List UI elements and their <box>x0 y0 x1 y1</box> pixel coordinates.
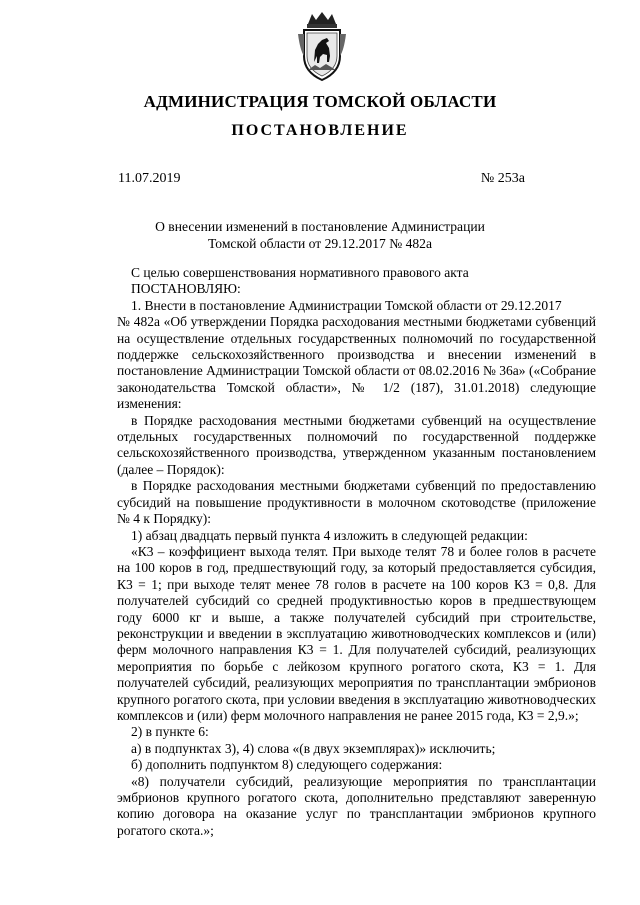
paragraph: «К3 – коэффициент выхода телят. При выходе телят 78 и более голов в расчете на 100 коров в год, предшествующий году, за который предоставляется субсидия, К3 = 1; при выходе телят менее 78 голов в расчете на 100 коров К3 = 0,8. Для получателей субсидий со средней продуктивностью коров в предшествующем году 6000 кг и выше, а также получателей субсидий при строительстве, реконструкции и введении в эксплуатацию животноводческих комплексов и (или) ферм молочного направления К3 = 1. Для получателей субсидий, реализующих мероприятия по борьбе с лейкозом крупного рогатого скота, К3 = 1. Для получателей субсидий, реализующих мероприятия по трансплантации эмбрионов крупного рогатого скота, при условии введения в эксплуатацию животноводческих комплексов и (или) ферм молочного направления не ранее 2015 года, К3 = 2,9.»; <box>117 543 596 723</box>
heading-line: Томской области от 29.12.2017 № 482а <box>208 236 432 251</box>
paragraph: 1) абзац двадцать первый пункта 4 изложить в следующей редакции: <box>131 527 528 543</box>
paragraph: № 482а «Об утверждении Порядка расходования местными бюджетами субвенций на осуществление отдельных государственных полномочий по государственной поддержке сельскохозяйственного производства и внесении изменений в постановление Администрации Томской области от 08.02.2016 № 36а» («Собрание законодательства Томской области», № 1/2 (187), 31.01.2018) следующие изменения: <box>117 314 596 412</box>
document-number: № 253а <box>480 171 525 186</box>
paragraph: а) в подпунктах 3), 4) слова «(в двух экземплярах)» исключить; <box>131 740 496 756</box>
paragraph: «8) получатели субсидий, реализующие мероприятия по трансплантации эмбрионов крупного рогатого скота, дополнительно представляют заверенную копию договора на оказание услуг по трансплантации эмбрионов крупного рогатого скота.»; <box>117 773 596 838</box>
paragraph: в Порядке расходования местными бюджетами субвенций на осуществление отдельных государственных полномочий по государственной поддержке сельскохозяйственного производства, утвержденном указанным постановлением (далее – Порядок): <box>117 412 596 477</box>
document-date: 11.07.2019 <box>118 171 181 186</box>
heading-line: О внесении изменений в постановление Администрации <box>155 219 485 234</box>
organization-title: АДМИНИСТРАЦИЯ ТОМСКОЙ ОБЛАСТИ <box>143 92 497 111</box>
paragraph: 1. Внести в постановление Администрации Томской области от 29.12.2017 <box>131 297 562 313</box>
paragraph: С целью совершенствования нормативного правового акта <box>131 265 469 280</box>
paragraph: в Порядке расходования местными бюджетами субвенций по предоставлению субсидий на повышение продуктивности в молочном скотоводстве (приложение № 4 к Порядку): <box>117 478 596 527</box>
paragraph: ПОСТАНОВЛЯЮ: <box>131 281 241 297</box>
document-body <box>117 265 596 839</box>
document-heading <box>100 218 540 252</box>
paragraph: 2) в пункте 6: <box>131 724 209 740</box>
document-type: ПОСТАНОВЛЕНИЕ <box>231 122 409 139</box>
coat-of-arms-icon <box>296 10 348 82</box>
paragraph: б) дополнить подпунктом 8) следующего содержания: <box>131 757 443 773</box>
